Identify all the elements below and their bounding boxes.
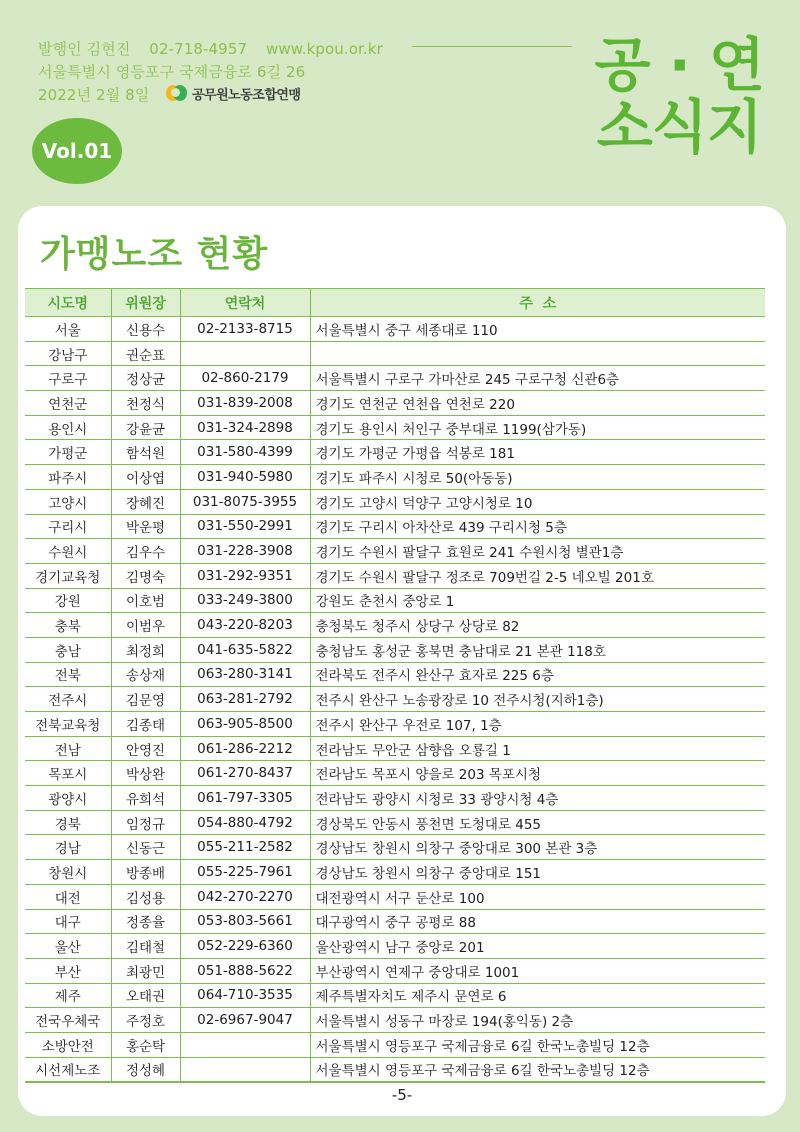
table-row [25, 489, 765, 514]
cell-contact: 031-550-2991 [180, 514, 310, 539]
cell-contact: 063-280-3141 [180, 662, 310, 687]
cell-region: 서울 [25, 317, 111, 342]
cell-address: 강원도 춘천시 중앙로 1 [310, 588, 765, 613]
cell-region: 연천군 [25, 391, 111, 416]
page-number: -5- [391, 1086, 413, 1104]
cell-region: 전남 [25, 736, 111, 761]
cell-chair: 박운평 [111, 514, 180, 539]
union-table [25, 288, 765, 1083]
cell-chair: 김문영 [111, 687, 180, 712]
cell-chair: 안영진 [111, 736, 180, 761]
cell-chair: 주정호 [111, 1008, 180, 1033]
cell-address: 경기도 고양시 덕양구 고양시청로 10 [310, 489, 765, 514]
union-logo [166, 83, 301, 103]
cell-contact: 042-270-2270 [180, 884, 310, 909]
cell-contact: 031-940-5980 [180, 465, 310, 490]
cell-contact: 02-860-2179 [180, 366, 310, 391]
cell-chair: 권순표 [111, 341, 180, 366]
cell-address: 대전광역시 서구 둔산로 100 [310, 884, 765, 909]
volume-badge: Vol.01 [32, 118, 122, 184]
cell-region: 강남구 [25, 341, 111, 366]
table-row [25, 613, 765, 638]
cell-chair: 박상완 [111, 761, 180, 786]
table-header-row [25, 289, 765, 317]
table-row [25, 786, 765, 811]
brand-line-1: 공 · 연 [594, 31, 764, 99]
cell-chair: 김명숙 [111, 563, 180, 588]
cell-region: 구리시 [25, 514, 111, 539]
table-row [25, 341, 765, 366]
cell-chair: 정상균 [111, 366, 180, 391]
cell-region: 용인시 [25, 415, 111, 440]
table-row [25, 391, 765, 416]
cell-region: 수원시 [25, 539, 111, 564]
table-row [25, 539, 765, 564]
table-row [25, 884, 765, 909]
cell-contact [180, 341, 310, 366]
cell-chair: 장혜진 [111, 489, 180, 514]
cell-chair: 천정식 [111, 391, 180, 416]
cell-region: 충남 [25, 637, 111, 662]
cell-region: 가평군 [25, 440, 111, 465]
table-row [25, 934, 765, 959]
cell-address: 경기도 수원시 팔달구 효원로 241 수원시청 별관1층 [310, 539, 765, 564]
cell-contact: 064-710-3535 [180, 983, 310, 1008]
table-row [25, 958, 765, 983]
cell-chair: 정성혜 [111, 1057, 180, 1082]
table-row [25, 440, 765, 465]
cell-contact: 063-281-2792 [180, 687, 310, 712]
cell-chair: 함석원 [111, 440, 180, 465]
cell-address: 경상남도 창원시 의창구 중앙대로 151 [310, 860, 765, 885]
cell-chair: 최광민 [111, 958, 180, 983]
cell-contact: 041-635-5822 [180, 637, 310, 662]
cell-region: 광양시 [25, 786, 111, 811]
table-row [25, 588, 765, 613]
cell-chair: 유희석 [111, 786, 180, 811]
table-row [25, 415, 765, 440]
cell-address: 전주시 완산구 노송광장로 10 전주시청(지하1층) [310, 687, 765, 712]
cell-address: 경상북도 안동시 풍천면 도청대로 455 [310, 810, 765, 835]
table-row [25, 366, 765, 391]
cell-region: 구로구 [25, 366, 111, 391]
cell-contact: 031-839-2008 [180, 391, 310, 416]
cell-region: 전주시 [25, 687, 111, 712]
cell-address: 경기도 연천군 연천읍 연천로 220 [310, 391, 765, 416]
cell-region: 창원시 [25, 860, 111, 885]
cell-chair: 김우수 [111, 539, 180, 564]
table-row [25, 1008, 765, 1033]
date-line: 2022년 2월 8일 [38, 86, 150, 104]
cell-region: 경기교육청 [25, 563, 111, 588]
cell-contact: 02-2133-8715 [180, 317, 310, 342]
cell-chair: 신용수 [111, 317, 180, 342]
newsletter-brand [594, 31, 764, 161]
cell-contact: 055-225-7961 [180, 860, 310, 885]
table-row [25, 712, 765, 737]
cell-region: 파주시 [25, 465, 111, 490]
table-row [25, 983, 765, 1008]
header-contact: 연락처 [180, 289, 310, 317]
cell-region: 충북 [25, 613, 111, 638]
cell-chair: 이상엽 [111, 465, 180, 490]
cell-region: 고양시 [25, 489, 111, 514]
cell-contact: 031-324-2898 [180, 415, 310, 440]
cell-address: 대구광역시 중구 공평로 88 [310, 909, 765, 934]
cell-contact: 052-229-6360 [180, 934, 310, 959]
cell-address: 경기도 용인시 처인구 중부대로 1199(삼가동) [310, 415, 765, 440]
table-row [25, 465, 765, 490]
cell-chair: 이범우 [111, 613, 180, 638]
cell-address: 전라남도 무안군 삼향읍 오룡길 1 [310, 736, 765, 761]
cell-address: 경상남도 창원시 의창구 중앙대로 300 본관 3층 [310, 835, 765, 860]
table-row [25, 687, 765, 712]
cell-address: 전라남도 광양시 시청로 33 광양시청 4층 [310, 786, 765, 811]
cell-contact: 061-797-3305 [180, 786, 310, 811]
cell-contact [180, 1057, 310, 1082]
cell-region: 대구 [25, 909, 111, 934]
cell-chair: 임정규 [111, 810, 180, 835]
table-row [25, 514, 765, 539]
table-row [25, 761, 765, 786]
union-logo-icon [166, 83, 188, 103]
cell-contact: 055-211-2582 [180, 835, 310, 860]
table-row [25, 860, 765, 885]
union-name: 공무원노동조합연맹 [192, 87, 301, 103]
table-row [25, 1057, 765, 1082]
cell-address: 전주시 완산구 우전로 107, 1층 [310, 712, 765, 737]
page-title: 가맹노조 현황 [40, 234, 269, 275]
cell-address: 경기도 가평군 가평읍 석봉로 181 [310, 440, 765, 465]
cell-address: 경기도 구리시 아차산로 439 구리시청 5층 [310, 514, 765, 539]
cell-address: 경기도 수원시 팔달구 정조로 709번길 2-5 네오빌 201호 [310, 563, 765, 588]
cell-chair: 방종배 [111, 860, 180, 885]
cell-contact: 031-292-9351 [180, 563, 310, 588]
cell-region: 소방안전 [25, 1032, 111, 1057]
website: www.kpou.or.kr [266, 40, 383, 58]
cell-contact: 061-286-2212 [180, 736, 310, 761]
header-address: 주 소 [310, 289, 765, 317]
cell-contact: 063-905-8500 [180, 712, 310, 737]
cell-chair: 김종태 [111, 712, 180, 737]
cell-address: 부산광역시 연제구 중앙대로 1001 [310, 958, 765, 983]
cell-region: 부산 [25, 958, 111, 983]
cell-address: 서울특별시 영등포구 국제금융로 6길 한국노총빌딩 12층 [310, 1032, 765, 1057]
cell-contact: 031-228-3908 [180, 539, 310, 564]
phone: 02-718-4957 [149, 40, 248, 58]
brand-line-2: 소식지 [596, 93, 762, 161]
cell-region: 경북 [25, 810, 111, 835]
cell-chair: 송상재 [111, 662, 180, 687]
table-row [25, 662, 765, 687]
cell-contact: 02-6967-9047 [180, 1008, 310, 1033]
cell-address: 충청북도 청주시 상당구 상당로 82 [310, 613, 765, 638]
table-row [25, 1032, 765, 1057]
cell-chair: 김성용 [111, 884, 180, 909]
cell-address: 서울특별시 구로구 가마산로 245 구로구청 신관6층 [310, 366, 765, 391]
table-row [25, 810, 765, 835]
cell-region: 강원 [25, 588, 111, 613]
cell-region: 경남 [25, 835, 111, 860]
cell-chair: 신동근 [111, 835, 180, 860]
cell-contact: 051-888-5622 [180, 958, 310, 983]
cell-address: 충청남도 홍성군 홍북면 충남대로 21 본관 118호 [310, 637, 765, 662]
table-row [25, 835, 765, 860]
cell-contact: 031-8075-3955 [180, 489, 310, 514]
cell-address [310, 341, 765, 366]
cell-chair: 홍순탁 [111, 1032, 180, 1057]
cell-contact: 033-249-3800 [180, 588, 310, 613]
cell-region: 시선제노조 [25, 1057, 111, 1082]
cell-region: 대전 [25, 884, 111, 909]
cell-contact: 061-270-8437 [180, 761, 310, 786]
cell-region: 전북교육청 [25, 712, 111, 737]
cell-chair: 오태권 [111, 983, 180, 1008]
cell-contact [180, 1032, 310, 1057]
address-line: 서울특별시 영등포구 국제금융로 6길 26 [38, 63, 306, 81]
cell-address: 서울특별시 성동구 마장로 194(홍익동) 2층 [310, 1008, 765, 1033]
cell-region: 전북 [25, 662, 111, 687]
cell-region: 울산 [25, 934, 111, 959]
header-rule [412, 46, 572, 47]
cell-contact: 053-803-5661 [180, 909, 310, 934]
cell-address: 전라남도 목포시 양을로 203 목포시청 [310, 761, 765, 786]
cell-address: 경기도 파주시 시청로 50(아동동) [310, 465, 765, 490]
cell-contact: 031-580-4399 [180, 440, 310, 465]
table-row [25, 736, 765, 761]
cell-region: 목포시 [25, 761, 111, 786]
publisher: 발행인 김현진 [38, 40, 131, 58]
table-row [25, 317, 765, 342]
header-chair: 위원장 [111, 289, 180, 317]
cell-contact: 054-880-4792 [180, 810, 310, 835]
cell-region: 전국우체국 [25, 1008, 111, 1033]
cell-address: 울산광역시 남구 중앙로 201 [310, 934, 765, 959]
cell-address: 제주특별자치도 제주시 문연로 6 [310, 983, 765, 1008]
content-card [18, 206, 786, 1116]
publisher-line [38, 38, 397, 59]
table-row [25, 563, 765, 588]
table-row [25, 637, 765, 662]
header-region: 시도명 [25, 289, 111, 317]
cell-address: 서울특별시 중구 세종대로 110 [310, 317, 765, 342]
cell-address: 서울특별시 영등포구 국제금융로 6길 한국노총빌딩 12층 [310, 1057, 765, 1082]
cell-chair: 정종율 [111, 909, 180, 934]
cell-chair: 강윤균 [111, 415, 180, 440]
cell-chair: 김태철 [111, 934, 180, 959]
cell-chair: 최정희 [111, 637, 180, 662]
cell-address: 전라북도 전주시 완산구 효자로 225 6층 [310, 662, 765, 687]
cell-region: 제주 [25, 983, 111, 1008]
cell-contact: 043-220-8203 [180, 613, 310, 638]
table-row [25, 909, 765, 934]
cell-chair: 이호범 [111, 588, 180, 613]
